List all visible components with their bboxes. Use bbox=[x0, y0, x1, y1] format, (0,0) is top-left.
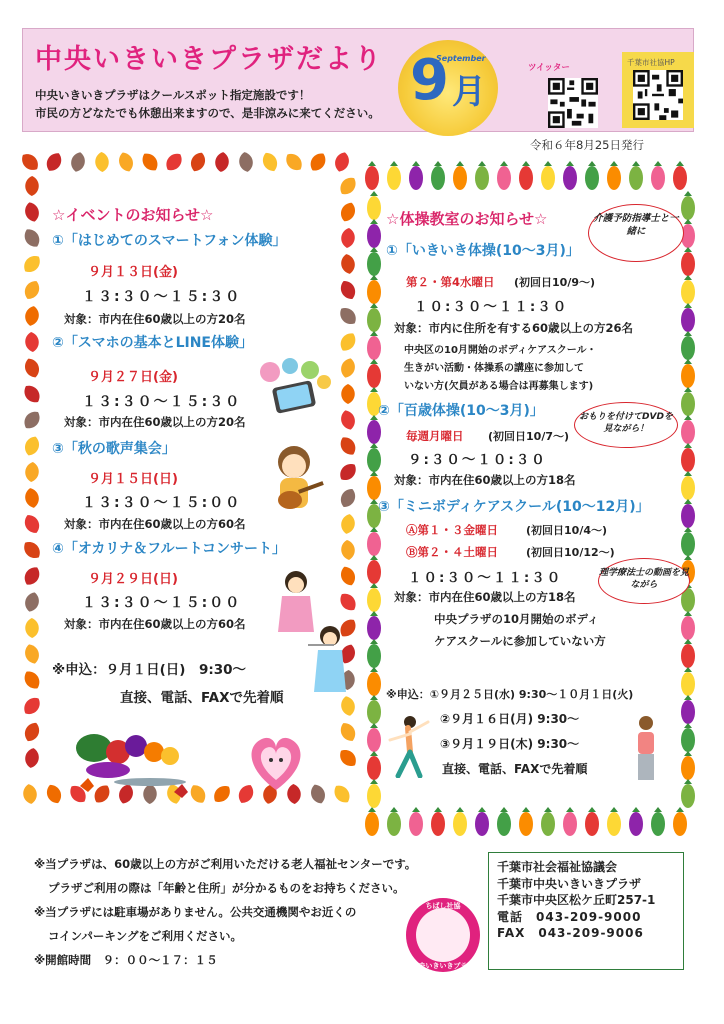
vegetable-icon bbox=[673, 812, 687, 836]
vegetable-icon bbox=[585, 166, 599, 190]
class-note: いない方(欠員がある場合は再募集します) bbox=[404, 381, 594, 392]
autumn-leaf-icon bbox=[338, 564, 358, 588]
vegetable-stem-icon bbox=[370, 443, 378, 448]
autumn-leaf-icon bbox=[22, 538, 44, 562]
vegetable-stem-icon bbox=[684, 611, 692, 616]
vegetable-icon bbox=[367, 756, 381, 780]
autumn-leaf-icon bbox=[340, 227, 356, 248]
class-time: １０:３０～１１:３０ bbox=[414, 299, 569, 315]
autumn-leaf-icon bbox=[95, 152, 110, 173]
exercise-heading: ☆体操教室のお知らせ☆ bbox=[386, 210, 548, 228]
vegetable-stem-icon bbox=[684, 695, 692, 700]
contact-phone[interactable]: 電話 043-209-9000 bbox=[497, 909, 642, 924]
class-note: 中央プラザの10月開始のボディ bbox=[434, 612, 599, 626]
autumn-leaf-icon bbox=[22, 382, 43, 406]
vegetable-stem-icon bbox=[412, 807, 420, 812]
autumn-leaf-icon bbox=[336, 746, 360, 770]
vegetable-icon bbox=[681, 280, 695, 304]
event-target: 対象：市内在住60歳以上の方60名 bbox=[64, 517, 246, 531]
vegetable-icon bbox=[365, 812, 379, 836]
event-time: １３:３０～１５:３０ bbox=[82, 289, 242, 305]
cool-spot-invitation: 市民の方どなたでも休憩出来ますので、是非涼みに来てください。 bbox=[35, 106, 380, 120]
qr-icon bbox=[548, 78, 598, 128]
class-note: 中央区の10月開始のボディケアスクール・ bbox=[404, 345, 597, 356]
footer-note: プラザご利用の際は「年齢と住所」が分かるものをお持ちください。 bbox=[48, 881, 405, 895]
autumn-leaf-icon bbox=[24, 461, 39, 482]
vegetable-stem-icon bbox=[370, 555, 378, 560]
autumn-leaf-icon bbox=[340, 513, 357, 535]
autumn-leaf-icon bbox=[23, 201, 41, 224]
exercise-apply-3: ③９月１９日(木) 9:30～ bbox=[440, 737, 580, 751]
autumn-leaf-icon bbox=[22, 226, 43, 250]
vegetable-icon bbox=[681, 476, 695, 500]
vegetable-icon bbox=[367, 672, 381, 696]
vegetable-icon bbox=[367, 784, 381, 808]
event-target: 対象：市内在住60歳以上の方20名 bbox=[64, 312, 246, 326]
vegetable-icon bbox=[367, 196, 381, 220]
event-time: １３:３０～１５:３０ bbox=[82, 394, 242, 410]
vegetable-icon bbox=[519, 166, 533, 190]
events-apply-date: ※申込：９月１日(日) 9:30～ bbox=[52, 662, 247, 678]
vegetable-stem-icon bbox=[684, 387, 692, 392]
vegetable-stem-icon bbox=[370, 667, 378, 672]
shakyo-logo-stamp bbox=[406, 898, 480, 972]
vegetable-icon bbox=[497, 812, 511, 836]
vegetable-icon bbox=[607, 166, 621, 190]
vegetable-icon bbox=[367, 252, 381, 276]
vegetable-stem-icon bbox=[684, 331, 692, 336]
vegetable-stem-icon bbox=[684, 751, 692, 756]
hp-qr-code[interactable] bbox=[633, 70, 683, 120]
vegetable-stem-icon bbox=[684, 359, 692, 364]
autumn-leaf-icon bbox=[188, 150, 208, 174]
vegetable-icon bbox=[475, 812, 489, 836]
vegetable-stem-icon bbox=[684, 639, 692, 644]
class-first-date: (初回日10/7～) bbox=[488, 430, 570, 443]
speech-bubble: おもりを付けてDVDを見ながら！ bbox=[574, 402, 678, 448]
footer-note: ※当プラザには駐車場がありません。公共交通機関やお近くの bbox=[34, 905, 357, 919]
mascot-illustration bbox=[244, 730, 308, 796]
vegetable-icon bbox=[475, 166, 489, 190]
autumn-leaf-icon bbox=[337, 434, 359, 458]
event-time: １３:３０～１５:００ bbox=[82, 495, 242, 511]
stretching-person-illustration bbox=[380, 714, 434, 778]
vegetable-icon bbox=[681, 364, 695, 388]
twitter-qr-code[interactable] bbox=[548, 78, 598, 128]
autumn-leaf-icon bbox=[22, 150, 42, 174]
footer-note: コインパーキングをご利用ください。 bbox=[48, 929, 243, 943]
class-title: ②「百歳体操(10～3月)」 bbox=[378, 403, 544, 419]
vegetable-icon bbox=[541, 166, 555, 190]
vegetable-stem-icon bbox=[370, 723, 378, 728]
vegetable-icon bbox=[607, 812, 621, 836]
vegetable-icon bbox=[681, 448, 695, 472]
contact-fax[interactable]: FAX 043-209-9006 bbox=[497, 926, 644, 940]
autumn-leaf-icon bbox=[22, 356, 42, 380]
vegetable-stem-icon bbox=[370, 471, 378, 476]
autumn-leaf-icon bbox=[339, 695, 356, 717]
autumn-leaf-icon bbox=[24, 331, 39, 352]
vegetable-icon bbox=[367, 644, 381, 668]
autumn-leaf-icon bbox=[116, 150, 135, 173]
vegetable-icon bbox=[453, 166, 467, 190]
autumn-leaf-icon bbox=[139, 150, 162, 174]
contact-facility: 千葉市中央いきいきプラザ bbox=[497, 876, 642, 891]
class-first-date: (初回日10/12～) bbox=[526, 546, 615, 559]
vegetable-icon bbox=[387, 166, 401, 190]
vegetable-stem-icon bbox=[684, 443, 692, 448]
vegetable-stem-icon bbox=[500, 807, 508, 812]
vegetable-stem-icon bbox=[684, 219, 692, 224]
vegetable-stem-icon bbox=[684, 471, 692, 476]
vegetable-icon bbox=[367, 448, 381, 472]
vegetable-stem-icon bbox=[684, 667, 692, 672]
autumn-leaf-icon bbox=[22, 512, 43, 536]
event-date: ９月１３日(金) bbox=[88, 265, 178, 280]
vegetable-icon bbox=[681, 196, 695, 220]
autumn-leaf-icon bbox=[43, 150, 65, 174]
autumn-leaf-icon bbox=[44, 782, 64, 806]
autumn-leaf-icon bbox=[22, 783, 38, 805]
month-kanji: 月 bbox=[452, 72, 486, 112]
vegetable-stem-icon bbox=[370, 331, 378, 336]
autumn-leaf-icon bbox=[22, 252, 44, 276]
vegetable-stem-icon bbox=[632, 807, 640, 812]
exercise-panel bbox=[362, 148, 702, 848]
vegetable-icon bbox=[673, 166, 687, 190]
vegetable-icon bbox=[681, 308, 695, 332]
class-schedule: Ⓑ第２・４土曜日 bbox=[406, 545, 498, 559]
vegetable-stem-icon bbox=[370, 751, 378, 756]
speech-bubble: 介護予防指導士と一緒に bbox=[588, 204, 684, 262]
vegetable-icon bbox=[453, 812, 467, 836]
vegetable-icon bbox=[681, 532, 695, 556]
autumn-leaf-icon bbox=[333, 150, 352, 173]
vegetable-icon bbox=[585, 812, 599, 836]
vegetable-icon bbox=[367, 588, 381, 612]
vegetable-stem-icon bbox=[390, 161, 398, 166]
vegetable-stem-icon bbox=[566, 807, 574, 812]
events-apply-method: 直接、電話、FAXで先着順 bbox=[120, 690, 284, 706]
class-time: １０:３０～１１:３０ bbox=[408, 570, 563, 586]
vegetable-icon bbox=[387, 812, 401, 836]
vegetable-stem-icon bbox=[684, 415, 692, 420]
vegetable-stem-icon bbox=[684, 527, 692, 532]
autumn-leaf-icon bbox=[238, 151, 254, 173]
vegetable-stem-icon bbox=[610, 807, 618, 812]
flute-player-illustration bbox=[308, 624, 354, 694]
autumn-leaf-icon bbox=[308, 782, 328, 805]
vegetable-stem-icon bbox=[654, 161, 662, 166]
vegetable-stem-icon bbox=[370, 695, 378, 700]
class-schedule: 毎週月曜日 bbox=[406, 429, 464, 443]
vegetable-icon bbox=[681, 784, 695, 808]
class-target: 対象：市内に住所を有する60歳以上の方26名 bbox=[394, 321, 634, 335]
vegetable-icon bbox=[367, 280, 381, 304]
vegetable-icon bbox=[681, 420, 695, 444]
vegetable-icon bbox=[651, 166, 665, 190]
vegetable-stem-icon bbox=[412, 161, 420, 166]
exercise-apply-1: ※申込：①９月２５日(水) 9:30～１０月１日(火) bbox=[386, 688, 634, 701]
hp-label: 千葉市社協HP bbox=[627, 58, 675, 67]
autumn-leaf-icon bbox=[22, 720, 42, 744]
event-title: ②「スマホの基本とLINE体験」 bbox=[52, 335, 253, 351]
contact-box bbox=[488, 852, 684, 970]
vegetable-stem-icon bbox=[370, 779, 378, 784]
vegetable-stem-icon bbox=[370, 387, 378, 392]
autumn-leaf-icon bbox=[338, 486, 359, 510]
vegetable-icon bbox=[519, 812, 533, 836]
vegetable-icon bbox=[409, 812, 423, 836]
vegetable-icon bbox=[681, 672, 695, 696]
vegetable-stem-icon bbox=[370, 639, 378, 644]
vegetable-icon bbox=[681, 644, 695, 668]
event-target: 対象：市内在住60歳以上の方60名 bbox=[64, 617, 246, 631]
event-date: ９月１５日(日) bbox=[88, 472, 178, 487]
vegetable-stem-icon bbox=[370, 191, 378, 196]
autumn-leaf-icon bbox=[22, 278, 43, 302]
autumn-leaf-icon bbox=[162, 150, 185, 174]
vegetable-stem-icon bbox=[456, 161, 464, 166]
vegetable-icon bbox=[367, 560, 381, 584]
autumn-leaf-icon bbox=[341, 384, 355, 404]
autumn-leaf-icon bbox=[339, 409, 357, 432]
class-note: ケアスクールに参加していない方 bbox=[434, 634, 606, 648]
event-date: ９月２９日(日) bbox=[88, 572, 178, 587]
vegetable-stem-icon bbox=[390, 807, 398, 812]
autumn-leaf-icon bbox=[336, 304, 359, 328]
vegetable-icon bbox=[365, 166, 379, 190]
vegetable-stem-icon bbox=[676, 161, 684, 166]
class-schedule: 第２・第4水曜日 bbox=[406, 275, 495, 289]
stamp-bottom-text: 中央いきいきプラザ bbox=[411, 962, 475, 970]
vegetable-icon bbox=[431, 166, 445, 190]
autumn-leaf-icon bbox=[25, 618, 39, 638]
vegetable-stem-icon bbox=[654, 807, 662, 812]
vegetable-stem-icon bbox=[434, 807, 442, 812]
vegetable-icon bbox=[367, 616, 381, 640]
vegetable-stem-icon bbox=[588, 807, 596, 812]
vegetable-icon bbox=[409, 166, 423, 190]
vegetable-stem-icon bbox=[370, 415, 378, 420]
vegetable-stem-icon bbox=[610, 161, 618, 166]
vegetable-icon bbox=[541, 812, 555, 836]
autumn-leaf-icon bbox=[214, 151, 230, 172]
vegetable-icon bbox=[681, 728, 695, 752]
autumn-leaf-icon bbox=[336, 460, 359, 484]
autumn-leaf-icon bbox=[340, 253, 357, 275]
autumn-leaf-icon bbox=[22, 668, 43, 692]
event-title: ④「オカリナ＆フルートコンサート」 bbox=[52, 541, 287, 557]
vegetable-icon bbox=[629, 166, 643, 190]
vegetable-stem-icon bbox=[370, 247, 378, 252]
twitter-label: ツイッター bbox=[528, 63, 570, 73]
autumn-leaf-icon bbox=[337, 720, 358, 744]
class-title: ③「ミニボディケアスクール(10～12月)」 bbox=[378, 499, 650, 515]
vegetable-icon bbox=[563, 812, 577, 836]
vegetable-icon bbox=[431, 812, 445, 836]
month-english: September bbox=[436, 54, 486, 63]
vegetable-icon bbox=[563, 166, 577, 190]
vegetable-stem-icon bbox=[684, 247, 692, 252]
vegetable-stem-icon bbox=[684, 191, 692, 196]
cool-spot-notice: 中央いきいきプラザはクールスポット指定施設です！ bbox=[35, 88, 311, 102]
autumn-leaf-icon bbox=[307, 150, 329, 174]
autumn-leaf-icon bbox=[340, 539, 356, 560]
vegetable-icon bbox=[681, 252, 695, 276]
vegetable-stem-icon bbox=[500, 161, 508, 166]
vegetable-stem-icon bbox=[684, 275, 692, 280]
vegetable-icon bbox=[367, 336, 381, 360]
autumn-leaf-icon bbox=[282, 150, 305, 174]
vegetable-icon bbox=[651, 812, 665, 836]
standing-woman-illustration bbox=[624, 714, 668, 784]
vegetable-stem-icon bbox=[370, 359, 378, 364]
autumn-leaf-icon bbox=[22, 434, 42, 458]
vegetable-stem-icon bbox=[676, 807, 684, 812]
event-title: ①「はじめてのスマートフォン体験」 bbox=[52, 233, 287, 249]
vegetable-icon bbox=[367, 224, 381, 248]
vegetable-stem-icon bbox=[370, 583, 378, 588]
class-schedule: Ⓐ第１・３金曜日 bbox=[406, 523, 498, 537]
event-target: 対象：市内在住60歳以上の方20名 bbox=[64, 415, 246, 429]
class-first-date: (初回日10/4～) bbox=[526, 524, 608, 537]
contact-address: 千葉市中央区松ケ丘町257-1 bbox=[497, 893, 656, 907]
autumn-leaf-icon bbox=[260, 150, 281, 174]
vegetable-stem-icon bbox=[370, 275, 378, 280]
autumn-leaf-icon bbox=[338, 200, 358, 224]
vegetable-stem-icon bbox=[368, 161, 376, 166]
heart-mascot-icon bbox=[416, 908, 470, 962]
month-badge bbox=[398, 40, 498, 136]
autumn-leaf-icon bbox=[22, 408, 43, 432]
newsletter-title: 中央いきいきプラザだより bbox=[35, 44, 383, 75]
exercise-apply-2: ②９月１６日(月) 9:30～ bbox=[440, 712, 580, 726]
vegetable-stem-icon bbox=[544, 807, 552, 812]
autumn-leaf-icon bbox=[23, 305, 40, 327]
vegetable-stem-icon bbox=[588, 161, 596, 166]
month-number: 9 bbox=[410, 48, 449, 113]
class-first-date: (初回日10/9～) bbox=[514, 276, 596, 289]
vegetable-icon bbox=[681, 504, 695, 528]
vegetable-stem-icon bbox=[370, 219, 378, 224]
vegetable-stem-icon bbox=[632, 161, 640, 166]
vegetable-stem-icon bbox=[478, 161, 486, 166]
vegetable-icon bbox=[497, 166, 511, 190]
autumn-leaf-icon bbox=[23, 591, 41, 614]
vegetable-icon bbox=[367, 308, 381, 332]
event-title: ③「秋の歌声集会」 bbox=[52, 441, 176, 457]
autumn-harvest-illustration bbox=[74, 722, 194, 802]
vegetable-icon bbox=[681, 336, 695, 360]
class-target: 対象：市内在住60歳以上の方18名 bbox=[394, 590, 576, 604]
speech-bubble: 理学療法士の動画を見ながら bbox=[598, 558, 690, 604]
vegetable-stem-icon bbox=[478, 807, 486, 812]
vegetable-stem-icon bbox=[566, 161, 574, 166]
autumn-leaf-icon bbox=[22, 694, 44, 718]
autumn-leaf-icon bbox=[331, 782, 354, 806]
vegetable-icon bbox=[367, 700, 381, 724]
vegetable-stem-icon bbox=[370, 527, 378, 532]
guitar-singer-illustration bbox=[270, 444, 326, 516]
vegetable-icon bbox=[367, 728, 381, 752]
autumn-leaf-icon bbox=[69, 151, 87, 174]
vegetable-stem-icon bbox=[370, 499, 378, 504]
autumn-leaf-icon bbox=[23, 487, 40, 509]
autumn-leaf-icon bbox=[338, 278, 359, 302]
events-heading: ☆イベントのお知らせ☆ bbox=[52, 206, 214, 224]
class-title: ①「いきいき体操(10～3月)」 bbox=[386, 243, 580, 259]
vegetable-stem-icon bbox=[456, 807, 464, 812]
class-target: 対象：市内在住60歳以上の方18名 bbox=[394, 473, 576, 487]
event-date: ９月２７日(金) bbox=[88, 370, 178, 385]
events-panel bbox=[22, 148, 362, 808]
exercise-apply-method: 直接、電話、FAXで先着順 bbox=[442, 762, 588, 776]
smartphone-illustration bbox=[256, 358, 336, 418]
footer-note: ※当プラザは、60歳以上の方がご利用いただける老人福祉センターです。 bbox=[34, 857, 417, 871]
autumn-leaf-icon bbox=[337, 174, 360, 198]
stamp-top-text: ちばし社協 bbox=[425, 902, 461, 910]
vegetable-stem-icon bbox=[544, 161, 552, 166]
contact-organization: 千葉市社会福祉協議会 bbox=[497, 860, 618, 874]
event-time: １３:３０～１５:００ bbox=[82, 595, 242, 611]
vegetable-stem-icon bbox=[684, 723, 692, 728]
vegetable-icon bbox=[629, 812, 643, 836]
vegetable-stem-icon bbox=[522, 807, 530, 812]
vegetable-stem-icon bbox=[684, 555, 692, 560]
vegetable-icon bbox=[367, 364, 381, 388]
autumn-leaf-icon bbox=[24, 747, 40, 769]
vegetable-stem-icon bbox=[684, 779, 692, 784]
class-note: 生きがい活動・体操系の講座に参加して bbox=[404, 363, 584, 374]
vegetable-stem-icon bbox=[522, 161, 530, 166]
autumn-leaf-icon bbox=[337, 590, 360, 614]
vegetable-icon bbox=[681, 616, 695, 640]
autumn-leaf-icon bbox=[22, 564, 43, 588]
vegetable-icon bbox=[367, 420, 381, 444]
autumn-leaf-icon bbox=[25, 176, 39, 196]
opening-hours: ※開館時間 ９：００～１７：１５ bbox=[34, 953, 218, 967]
class-time: ９:３０～１０:３０ bbox=[408, 452, 547, 468]
vegetable-stem-icon bbox=[370, 611, 378, 616]
autumn-leaf-icon bbox=[339, 357, 357, 380]
autumn-leaf-icon bbox=[337, 330, 359, 354]
autumn-leaf-icon bbox=[210, 782, 234, 806]
qr-icon bbox=[633, 70, 683, 120]
vegetable-stem-icon bbox=[684, 499, 692, 504]
autumn-leaf-icon bbox=[23, 642, 42, 665]
issue-date: 令和６年8月25日発行 bbox=[530, 138, 644, 152]
vegetable-stem-icon bbox=[370, 303, 378, 308]
vegetable-stem-icon bbox=[434, 161, 442, 166]
vegetable-icon bbox=[367, 532, 381, 556]
vegetable-icon bbox=[681, 700, 695, 724]
vegetable-icon bbox=[681, 392, 695, 416]
vegetable-icon bbox=[681, 756, 695, 780]
vegetable-stem-icon bbox=[684, 303, 692, 308]
